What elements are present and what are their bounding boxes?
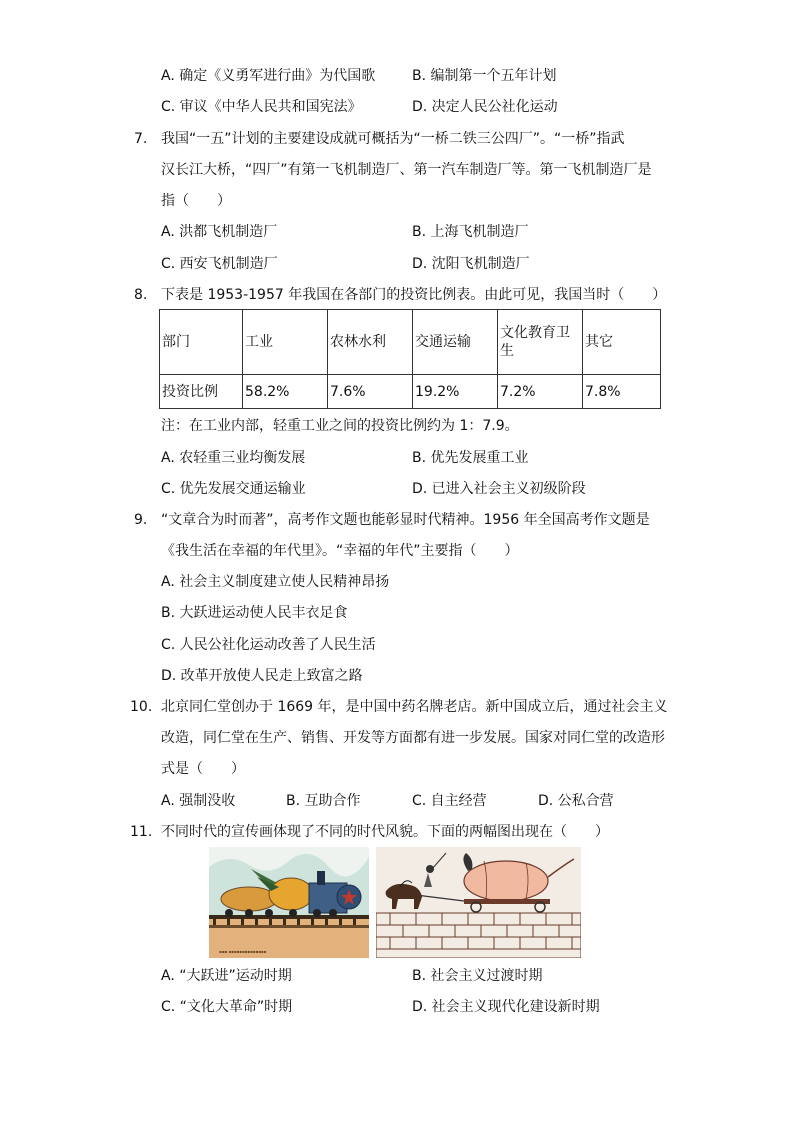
table-cell: 7.2%	[498, 375, 583, 409]
q9-stem-line1: “文章合为时而著”，高考作文题也能彰显时代精神。1956 年全国高考作文题是	[161, 512, 650, 528]
q10-stem-line3: 式是（ ）	[161, 761, 245, 777]
svg-text:▪▪▪ ▪▪▪▪▪▪▪▪▪▪▪▪▪▪: ▪▪▪ ▪▪▪▪▪▪▪▪▪▪▪▪▪▪	[219, 949, 267, 954]
q9-option-b: B. 大跃进运动使人民丰衣足食	[161, 605, 348, 621]
q9-option-d: D. 改革开放使人民走上致富之路	[161, 668, 363, 684]
q10-option-d: D. 公私合营	[538, 793, 614, 809]
q9-option-a: A. 社会主义制度建立使人民精神昂扬	[161, 574, 390, 590]
q8-number: 8.	[134, 287, 148, 303]
table-header-row	[160, 310, 661, 375]
q7-option-a: A. 洪都飞机制造厂	[161, 224, 278, 240]
propaganda-poster-oxcart-image	[376, 847, 581, 958]
table-header-cell: 其它	[583, 310, 661, 375]
q8-option-d: D. 已进入社会主义初级阶段	[412, 481, 586, 497]
q10-stem-line1: 北京同仁堂创办于 1669 年，是中国中药名牌老店。新中国成立后，通过社会主义	[161, 699, 668, 715]
q6-option-b: B. 编制第一个五年计划	[412, 68, 557, 84]
q7-number: 7.	[134, 131, 148, 147]
q11-number: 11.	[130, 824, 153, 840]
q7-stem-line3: 指（ ）	[161, 193, 231, 209]
q10-option-c: C. 自主经营	[412, 793, 487, 809]
q9-option-c: C. 人民公社化运动改善了人民生活	[161, 637, 376, 653]
train-corn-illustration	[209, 847, 369, 958]
q8-stem-line1: 下表是 1953-1957 年我国在各部门的投资比例表。由此可见，我国当时（ ）	[161, 287, 667, 303]
q6-option-c: C. 审议《中华人民共和国宪法》	[161, 99, 362, 115]
q7-stem-line1: 我国“一五”计划的主要建设成就可概括为“一桥二铁三公四厂”。“一桥”指武	[161, 131, 625, 147]
oxcart-gourd-illustration	[376, 847, 581, 958]
q8-table-note: 注：在工业内部，轻重工业之间的投资比例约为 1：7.9。	[161, 418, 519, 434]
q6-option-a: A. 确定《义勇军进行曲》为代国歌	[161, 68, 376, 84]
q9-number: 9.	[134, 512, 148, 528]
table-cell: 7.6%	[328, 375, 413, 409]
q11-stem-line1: 不同时代的宣传画体现了不同的时代风貌。下面的两幅图出现在（ ）	[161, 824, 609, 840]
q10-stem-line2: 改造，同仁堂在生产、销售、开发等方面都有进一步发展。国家对同仁堂的改造形	[161, 730, 665, 746]
q9-stem-line2: 《我生活在幸福的年代里》。“幸福的年代”主要指（ ）	[161, 543, 519, 559]
q6-option-d: D. 决定人民公社化运动	[412, 99, 558, 115]
q8-option-a: A. 农轻重三业均衡发展	[161, 450, 306, 466]
q11-option-c: C. “文化大革命”时期	[161, 999, 293, 1015]
table-header-cell: 部门	[160, 310, 243, 375]
investment-table	[159, 309, 661, 409]
q7-option-b: B. 上海飞机制造厂	[412, 224, 529, 240]
table-cell: 投资比例	[160, 375, 243, 409]
q10-option-a: A. 强制没收	[161, 793, 236, 809]
q8-option-b: B. 优先发展重工业	[412, 450, 529, 466]
q7-stem-line2: 汉长江大桥，“四厂”有第一飞机制造厂、第一汽车制造厂等。第一飞机制造厂是	[161, 162, 652, 178]
table-cell: 58.2%	[243, 375, 328, 409]
q11-option-d: D. 社会主义现代化建设新时期	[412, 999, 600, 1015]
q7-option-c: C. 西安飞机制造厂	[161, 256, 278, 272]
q7-option-d: D. 沈阳飞机制造厂	[412, 256, 530, 272]
table-header-cell: 农林水利	[328, 310, 413, 375]
q10-option-b: B. 互助合作	[286, 793, 361, 809]
q10-number: 10.	[130, 699, 153, 715]
table-header-cell: 工业	[243, 310, 328, 375]
q11-option-a: A. “大跃进”运动时期	[161, 968, 292, 984]
table-cell: 19.2%	[413, 375, 498, 409]
propaganda-poster-train-image	[209, 847, 369, 958]
table-row	[160, 375, 661, 409]
table-header-cell: 交通运输	[413, 310, 498, 375]
table-cell: 7.8%	[583, 375, 661, 409]
table-header-cell: 文化教育卫生	[498, 310, 583, 375]
q11-option-b: B. 社会主义过渡时期	[412, 968, 543, 984]
q8-option-c: C. 优先发展交通运输业	[161, 481, 306, 497]
